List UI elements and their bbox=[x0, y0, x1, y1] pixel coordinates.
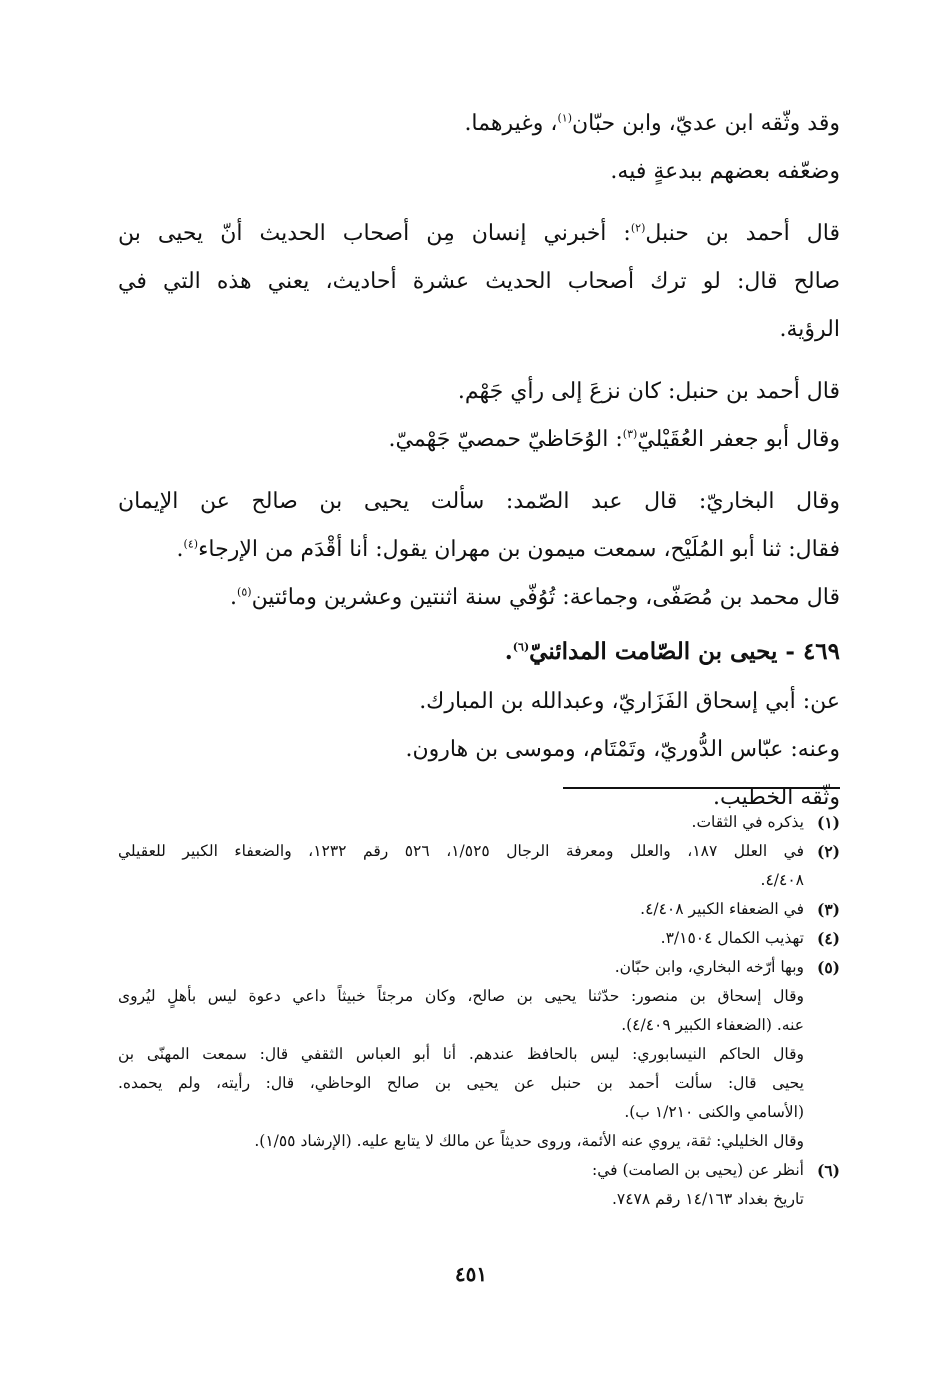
text-line: صالح قال: لو ترك أصحاب الحديث عشرة أحاديث، يعني هذه التي في bbox=[118, 269, 840, 294]
paragraph-gap bbox=[118, 196, 840, 210]
footnote-line: ٤/٤٠٨. bbox=[760, 871, 804, 889]
footnote-number: (٦) bbox=[816, 1161, 840, 1180]
footnote-mark: (٢) bbox=[630, 221, 646, 235]
page-number: ٤٥١ bbox=[454, 1262, 488, 1286]
text-span: قال أحمد بن حنبل bbox=[645, 221, 840, 246]
footnote-line: في الضعفاء الكبير ٤/٤٠٨. bbox=[640, 900, 804, 918]
text-span: فقال: ثنا أبو المُلَيْح، سمعت ميمون بن مهران يقول: أنا أقْدَم من الإرجاء bbox=[198, 537, 840, 562]
footnote-line: يذكره في الثقات. bbox=[691, 813, 804, 831]
text-span: . bbox=[230, 585, 238, 610]
footnote bbox=[118, 924, 840, 953]
footnote-mark: (٥) bbox=[237, 585, 252, 599]
text-span: وقال أبو جعفر العُقَيْليّ bbox=[637, 427, 840, 452]
footnote-line: أنظر عن (يحيى بن الصامت) في: bbox=[592, 1161, 804, 1179]
text-line: الرؤية. bbox=[779, 317, 840, 342]
text-span: : أخبرني إنسان مِن أصحاب الحديث أنّ يحيى بن bbox=[118, 221, 631, 246]
footnote-mark: (٤) bbox=[183, 537, 199, 551]
footnote bbox=[118, 837, 840, 895]
text-line: قال أحمد بن حنبل: كان نزعَ إلى رأي جَهْم. bbox=[457, 379, 840, 404]
footnote-continuation bbox=[118, 982, 840, 1156]
footnote-line: عنه. (الضعفاء الكبير ٤/٤٠٩). bbox=[621, 1016, 804, 1034]
text-span: ، وغيرهما. bbox=[464, 111, 558, 136]
text-span: وقد وثّقه ابن عديّ، وابن حبّان bbox=[571, 111, 840, 136]
footnote-mark: (١) bbox=[557, 111, 572, 125]
text-line: وثّقه الخطيب. bbox=[713, 785, 840, 810]
text-line: وقال البخاريّ: قال عبد الصّمد: سألت يحيى بن صالح عن الإيمان bbox=[118, 489, 840, 514]
footnote-number: (٢) bbox=[816, 842, 840, 861]
footnote bbox=[118, 895, 840, 924]
footnote-line: تهذيب الكمال ٣/١٥٠٤. bbox=[660, 929, 804, 947]
text-line: عن: أبي إسحاق الفَزَاريّ، وعبدالله بن المبارك. bbox=[419, 689, 840, 714]
footnote-body bbox=[118, 837, 804, 895]
footnote bbox=[118, 808, 840, 837]
text-line bbox=[118, 210, 840, 258]
footnote-body bbox=[118, 808, 804, 837]
entry-title: ٤٦٩ - يحيى بن الصّامت المدائنيّ bbox=[529, 638, 840, 665]
footnote-mark: (٣) bbox=[622, 427, 638, 441]
text-line bbox=[118, 526, 840, 574]
text-line bbox=[118, 574, 840, 622]
text-line bbox=[118, 100, 840, 148]
footnote-body bbox=[118, 1156, 804, 1214]
footnote-line: وبها أرّخه البخاري، وابن حبّان. bbox=[614, 958, 804, 976]
footnote-mark: (٦) bbox=[512, 640, 530, 654]
text-span: . bbox=[176, 537, 184, 562]
footnote-line: (الأسامي والكنى ١/٢١٠ ب). bbox=[624, 1103, 804, 1121]
footnote-line: وقال الخليلي: ثقة، يروي عنه الأئمة، وروى حديثاً عن مالك لا يتابع عليه. (الإرشاد ١/٥٥). bbox=[254, 1132, 804, 1150]
footnote-body bbox=[118, 953, 804, 982]
text-span: قال محمد بن مُصَفّى، وجماعة: تُوُفّي سنة اثنتين وعشرين ومائتين bbox=[251, 585, 840, 610]
footnote bbox=[118, 953, 840, 982]
text-line: وعنه: عبّاس الدُّوريّ، وتَمْتَام، وموسى بن هارون. bbox=[405, 737, 840, 762]
footnote-body bbox=[118, 924, 804, 953]
footnote-number: (١) bbox=[816, 813, 840, 832]
footnote bbox=[118, 1156, 840, 1214]
paragraph-gap bbox=[118, 354, 840, 368]
footnote-line: وقال إسحاق بن منصور: حدّثنا يحيى بن صالح، وكان مرجئاً خبيثاً داعي دعوة ليس بأهلٍ ليُروى bbox=[118, 987, 804, 1005]
paragraph-gap bbox=[118, 464, 840, 478]
footnote-divider bbox=[563, 787, 840, 789]
footnote-line: وقال الحاكم النيسابوري: ليس بالحافظ عندهم. أنا أبو العباس الثقفي قال: سمعت المهنّى بن bbox=[118, 1045, 804, 1063]
footnote-line: تاريخ بغداد ١٤/١٦٣ رقم ٧٤٧٨. bbox=[611, 1190, 804, 1208]
footnote-number: (٤) bbox=[816, 929, 840, 948]
footnote-number: (٣) bbox=[816, 900, 840, 919]
footnote-line: يحيى قال: سألت أحمد بن حنبل عن يحيى بن صالح الوحاظي، قال: رأيته، ولم يحمده. bbox=[118, 1074, 804, 1092]
footnotes bbox=[118, 808, 840, 1214]
entry-heading bbox=[118, 626, 840, 678]
text-line: وضعّفه بعضهم ببدعةٍ فيه. bbox=[610, 159, 840, 184]
text-span: . bbox=[504, 638, 513, 665]
footnote-number: (٥) bbox=[816, 958, 840, 977]
text-line bbox=[118, 416, 840, 464]
footnote-body bbox=[118, 895, 804, 924]
text-span: : الوُحَاظيّ حمصيّ جَهْميّ. bbox=[388, 427, 623, 452]
footnote-line: في العلل ١٨٧، والعلل ومعرفة الرجال ١/٥٢٥، ٥٢٦ رقم ١٢٣٢، والضعفاء الكبير للعقيلي bbox=[118, 842, 805, 860]
main-text bbox=[118, 100, 840, 822]
